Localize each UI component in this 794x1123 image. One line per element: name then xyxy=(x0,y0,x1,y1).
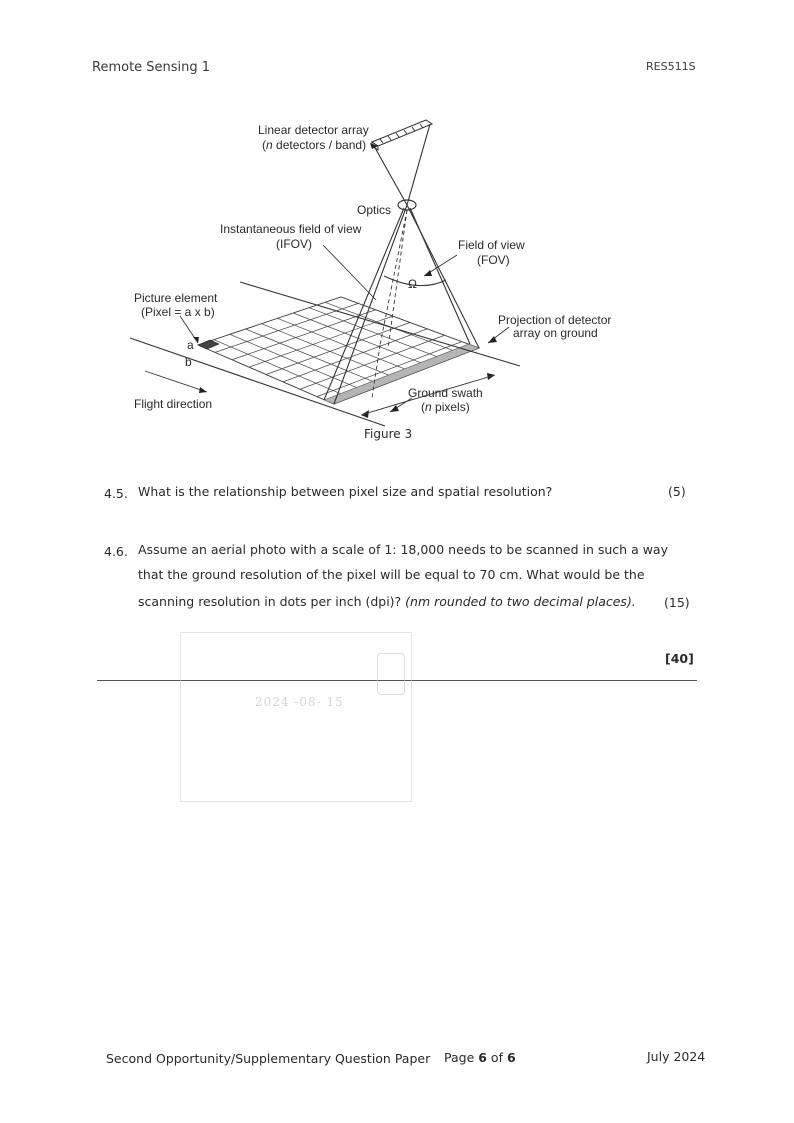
course-title: Remote Sensing 1 xyxy=(92,60,211,75)
question-4-6-line3: scanning resolution in dots per inch (dpi)? (nm rounded to two decimal places). xyxy=(138,594,636,609)
grid-lines xyxy=(214,302,463,397)
label-optics: Optics xyxy=(357,203,392,217)
label-ifov-title: Instantaneous field of view xyxy=(220,222,362,236)
figure-caption: Figure 3 xyxy=(364,427,413,441)
course-code: RES511S xyxy=(646,60,696,73)
label-picture-element: Picture element xyxy=(134,291,218,305)
label-pixel-formula: (Pixel = a x b) xyxy=(141,305,215,319)
footer-date: July 2024 xyxy=(647,1049,706,1064)
label-a: a xyxy=(187,338,194,352)
label-flight-direction: Flight direction xyxy=(134,397,213,411)
question-4-5-marks: (5) xyxy=(668,484,686,499)
question-4-6-line2: that the ground resolution of the pixel will be equal to 70 cm. What would be the xyxy=(138,567,645,582)
footer-page-number: Page 6 of 6 xyxy=(444,1050,516,1065)
figure-3-diagram xyxy=(0,100,794,460)
label-detector-count: (n detectors / band) xyxy=(262,138,367,152)
footer-paper-type: Second Opportunity/Supplementary Question Paper xyxy=(106,1051,431,1066)
total-marks: [40] xyxy=(665,651,694,666)
question-4-5-number: 4.5. xyxy=(104,486,128,501)
question-4-6-marks: (15) xyxy=(664,595,690,610)
label-fov-title: Field of view xyxy=(458,238,525,252)
arrow-heads xyxy=(193,143,497,418)
far-edge-line xyxy=(240,282,520,366)
label-omega: Ω xyxy=(408,277,417,291)
label-b: b xyxy=(185,355,192,369)
label-swath-pixels: (n pixels) xyxy=(421,400,470,414)
faded-stamp xyxy=(180,632,412,802)
label-ifov-abbr: (IFOV) xyxy=(276,237,312,251)
question-4-5-text: What is the relationship between pixel size and spatial resolution? xyxy=(138,484,553,499)
question-4-6-number: 4.6. xyxy=(104,544,128,559)
label-detector-array: Linear detector array xyxy=(258,123,369,137)
stamp-logo xyxy=(377,653,405,695)
picture-element-pixel xyxy=(198,340,219,349)
stamp-date: 2024 -08- 15 xyxy=(255,695,344,709)
label-projection-2: array on ground xyxy=(513,326,598,340)
label-fov-abbr: (FOV) xyxy=(477,253,510,267)
detector-array xyxy=(372,120,432,150)
label-ground-swath: Ground swath xyxy=(408,386,483,400)
question-4-6-line1: Assume an aerial photo with a scale of 1: 18,000 needs to be scanned in such a way xyxy=(138,542,668,557)
label-projection: Projection of detector xyxy=(498,313,612,327)
